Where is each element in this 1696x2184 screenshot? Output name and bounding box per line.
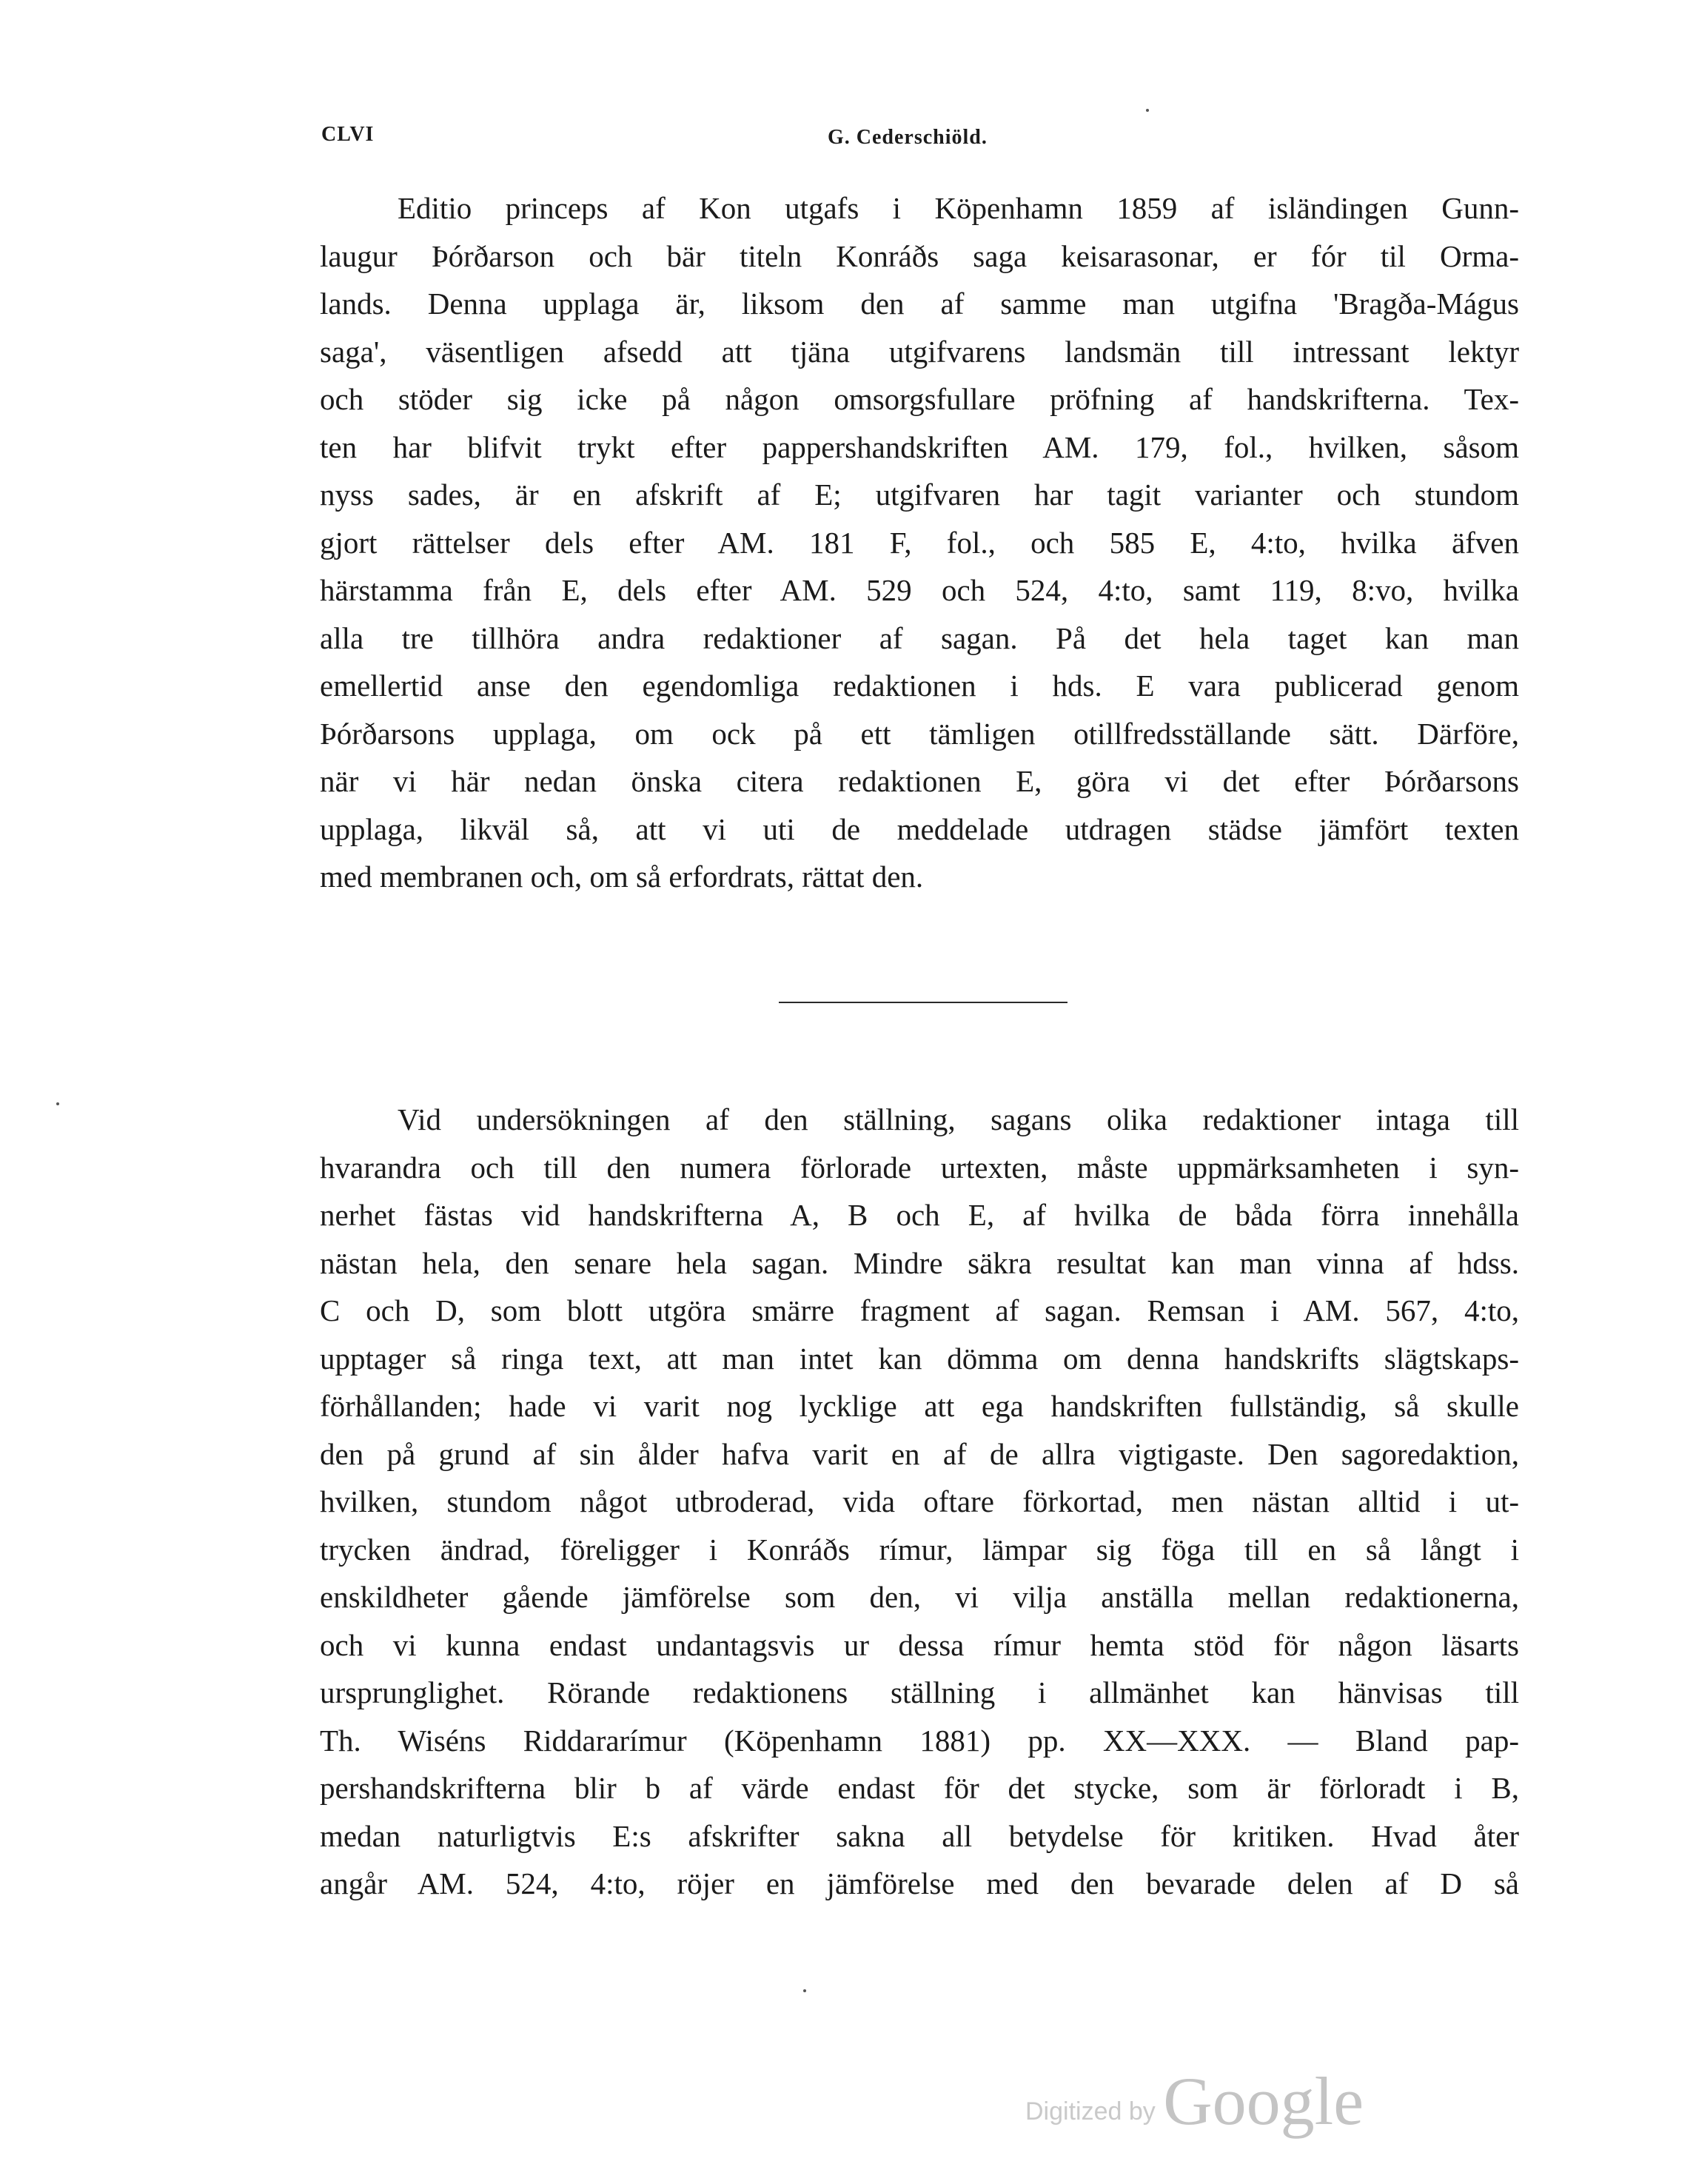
text-line: upptager så ringa text, att man intet kan dömma om denna handskrifts slägtskaps-	[320, 1341, 1519, 1376]
paragraph-redaktioner	[320, 1096, 1519, 1908]
text-line: Þórðarsons upplaga, om ock på ett tämligen otillfredsställande sätt. Därföre,	[320, 716, 1519, 751]
page-number: CLVI	[321, 123, 375, 146]
text-line: nyss sades, är en afskrift af E; utgifvaren har tagit varianter och stundom	[320, 478, 1519, 512]
text-line: enskildheter gående jämförelse som den, vi vilja anställa mellan redaktionerna,	[320, 1580, 1519, 1614]
text-line: den på grund af sin ålder hafva varit en af de allra vigtigaste. Den sagoredaktion,	[320, 1436, 1519, 1471]
text-line: laugur Þórðarson och bär titeln Konráðs saga keisarasonar, er fór til Orma-	[320, 238, 1519, 273]
scan-speck	[56, 1102, 59, 1105]
text-line: Editio princeps af Kon utgafs i Köpenhamn 1859 af isländingen Gunn-	[398, 191, 1519, 225]
google-logo: Google	[1163, 2063, 1364, 2139]
text-line: när vi här nedan önska citera redaktionen E, göra vi det efter Þórðarsons	[320, 764, 1519, 798]
text-line: och vi kunna endast undantagsvis ur dessa rímur hemta stöd för någon läsarts	[320, 1627, 1519, 1662]
digitized-by-google-watermark	[1025, 2062, 1364, 2140]
text-line: Vid undersökningen af den ställning, sagans olika redaktioner intaga till	[398, 1102, 1519, 1136]
text-line: pershandskrifterna blir b af värde endast för det stycke, som är förloradt i B,	[320, 1771, 1519, 1805]
text-line: C och D, som blott utgöra smärre fragment af sagan. Remsan i AM. 567, 4:to,	[320, 1293, 1519, 1327]
text-line: upplaga, likväl så, att vi uti de meddelade utdragen städse jämfört texten	[320, 811, 1519, 846]
text-line: Th. Wiséns Riddararímur (Köpenhamn 1881) pp. XX—XXX. — Bland pap-	[320, 1723, 1519, 1758]
text-line: och stöder sig icke på någon omsorgsfullare pröfning af handskrifterna. Tex-	[320, 382, 1519, 416]
watermark-digitized-text: Digitized by	[1025, 2097, 1156, 2126]
text-line: hvilken, stundom något utbroderad, vida oftare förkortad, men nästan alltid i ut-	[320, 1484, 1519, 1518]
text-line: ursprunglighet. Rörande redaktionens ställning i allmänhet kan hänvisas till	[320, 1675, 1519, 1709]
scan-speck	[1146, 109, 1149, 112]
text-line: saga', väsentligen afsedd att tjäna utgifvarens landsmän till intressant lektyr	[320, 334, 1519, 369]
text-line: härstamma från E, dels efter AM. 529 och 524, 4:to, samt 119, 8:vo, hvilka	[320, 573, 1519, 607]
section-divider	[779, 1002, 1067, 1003]
running-title: G. Cederschiöld.	[828, 126, 988, 149]
paragraph-editio-princeps	[320, 184, 1519, 901]
text-line: emellertid anse den egendomliga redaktionen i hds. E vara publicerad genom	[320, 669, 1519, 703]
text-line: gjort rättelser dels efter AM. 181 F, fol., och 585 E, 4:to, hvilka äfven	[320, 525, 1519, 560]
text-line: hvarandra och till den numera förlorade urtexten, måste uppmärksamheten i syn-	[320, 1150, 1519, 1185]
text-line: förhållanden; hade vi varit nog lycklige att ega handskriften fullständig, så skulle	[320, 1389, 1519, 1423]
text-line: angår AM. 524, 4:to, röjer en jämförelse med den bevarade delen af D så	[320, 1866, 1519, 1900]
scan-speck	[803, 1989, 806, 1992]
text-line: nerhet fästas vid handskrifterna A, B och E, af hvilka de båda förra innehålla	[320, 1198, 1519, 1232]
text-line: alla tre tillhöra andra redaktioner af sagan. På det hela taget kan man	[320, 620, 1519, 655]
text-line: trycken ändrad, föreligger i Konráðs rímur, lämpar sig föga till en så långt i	[320, 1532, 1519, 1567]
text-line: nästan hela, den senare hela sagan. Mindre säkra resultat kan man vinna af hdss.	[320, 1245, 1519, 1280]
text-line: med membranen och, om så erfordrats, rättat den.	[320, 860, 924, 894]
text-line: ten har blifvit trykt efter pappershandskriften AM. 179, fol., hvilken, såsom	[320, 429, 1519, 464]
text-line: lands. Denna upplaga är, liksom den af samme man utgifna 'Bragða-Mágus	[320, 287, 1519, 321]
text-line: medan naturligtvis E:s afskrifter sakna all betydelse för kritiken. Hvad åter	[320, 1818, 1519, 1853]
